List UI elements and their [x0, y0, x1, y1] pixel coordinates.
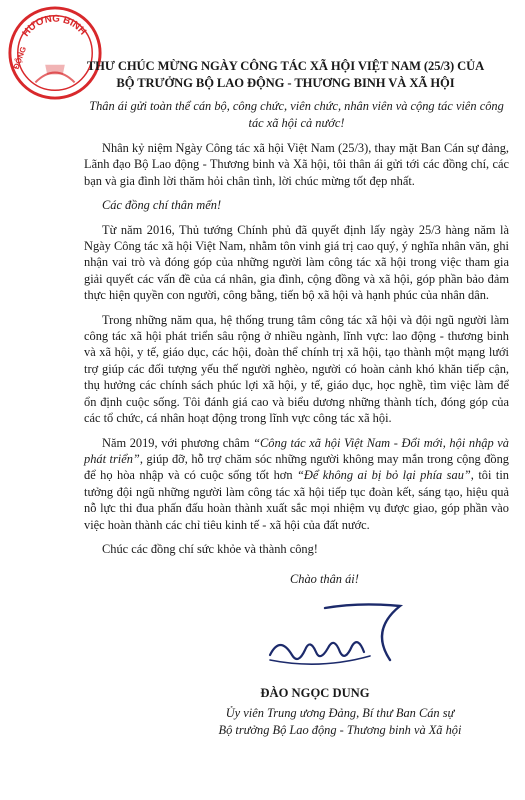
- signer-title-line-1: Ủy viên Trung ương Đảng, Bí thư Ban Cán sự: [225, 706, 455, 720]
- paragraph-3: Trong những năm qua, hệ thống trung tâm công tác xã hội và đội ngũ người làm công tác xã hội phát triển sâu rộng ở nhiều ngành, lĩnh vực: lao động - thương binh và xã hội, y tế, giáo dục, các hội, đoàn thể chính trị xã hội, tạo thành một mạng lưới trợ giúp các đối tượng yếu thế người nghèo, người có hoàn cảnh khó khăn tiếp cận, thụ hưởng các chính sách phúc lợi xã hội, y tế, giáo dục, học nghề, tìm việc làm để ổn định cuộc sống. Tôi đánh giá cao và biểu dương những thành tích, đóng góp của các tổ chức, cá nhân hoạt động trong lĩnh vực công tác xã hội.: [84, 312, 509, 426]
- p4-slogan-quote: “Để không ai bị bỏ lại phía sau”: [296, 468, 471, 483]
- paragraph-1: Nhân kỷ niệm Ngày Công tác xã hội Việt Nam (25/3), thay mặt Ban Cán sự đảng, Lãnh đạo Bộ Lao động - Thương binh và Xã hội, tôi thân ái gửi tới các đồng chí, các bạn và gia đình lời thăm hỏi chân tình, lời chúc mừng tốt đẹp nhất.: [84, 141, 509, 188]
- p4-text-a: Năm 2019, với phương châm: [102, 435, 254, 450]
- intro-address: Thân ái gửi toàn thể cán bộ, công chức, viên chức, nhân viên và cộng tác viên công tác xã hội cả nước!: [89, 99, 504, 130]
- svg-text:ĐỘNG: ĐỘNG: [11, 45, 29, 71]
- handwritten-signature: [250, 600, 430, 680]
- greeting: Các đồng chí thân mến!: [102, 198, 222, 213]
- letter-title: [60, 58, 511, 92]
- paragraph-4: [84, 435, 509, 533]
- paragraph-2: Từ năm 2016, Thủ tướng Chính phủ đã quyết định lấy ngày 25/3 hàng năm là Ngày Công tác xã hội Việt Nam, nhằm tôn vinh giá trị cao quý, ý nghĩa nhân văn, ghi nhận vai trò và đóng góp của những người làm công tác xã hội trong việc tham gia giải quyết các vấn đề của cá nhân, gia đình, cộng đồng và xã hội, góp phần bảo đảm thực hiện quyền con người, công bằng, tiến bộ xã hội và hạnh phúc của nhân dân.: [84, 222, 509, 303]
- letter-body: [84, 140, 509, 565]
- paragraph-5: Chúc các đồng chí sức khỏe và thành công!: [102, 541, 318, 556]
- title-line-1: THƯ CHÚC MỪNG NGÀY CÔNG TÁC XÃ HỘI VIỆT NAM (25/3) CỦA: [86, 59, 485, 73]
- closing-salutation: Chào thân ái!: [290, 572, 359, 586]
- p4-text-c: , tôi tin tưởng đội ngũ những người làm công tác xã hội tiếp tục đoàn kết, sáng tạo, hiệu quả nỗ lực thi đua phấn đấu hoàn thành xuất sắc mọi nhiệm vụ được giao, góp phần vào việc hoàn thành các chỉ tiêu kinh tế - xã hội của đất nước.: [84, 468, 509, 532]
- signer-title: [180, 705, 500, 739]
- title-line-2: BỘ TRƯỞNG BỘ LAO ĐỘNG - THƯƠNG BINH VÀ XÃ HỘI: [116, 76, 455, 90]
- p4-text-b: , giúp đỡ, hỗ trợ chăm sóc những người không may mắn trong cộng đồng để họ hòa nhập và có cuộc sống tốt hơn: [84, 451, 509, 483]
- signer-title-line-2: Bộ trưởng Bộ Lao động - Thương binh và Xã hội: [218, 723, 462, 737]
- svg-text:HƯƠNG BINH: HƯƠNG BINH: [20, 13, 89, 39]
- signer-name: ĐÀO NGỌC DUNG: [260, 686, 370, 700]
- p4-motto-quote: “Công tác xã hội Việt Nam - Đổi mới, hội nhập và phát triển”: [84, 435, 509, 466]
